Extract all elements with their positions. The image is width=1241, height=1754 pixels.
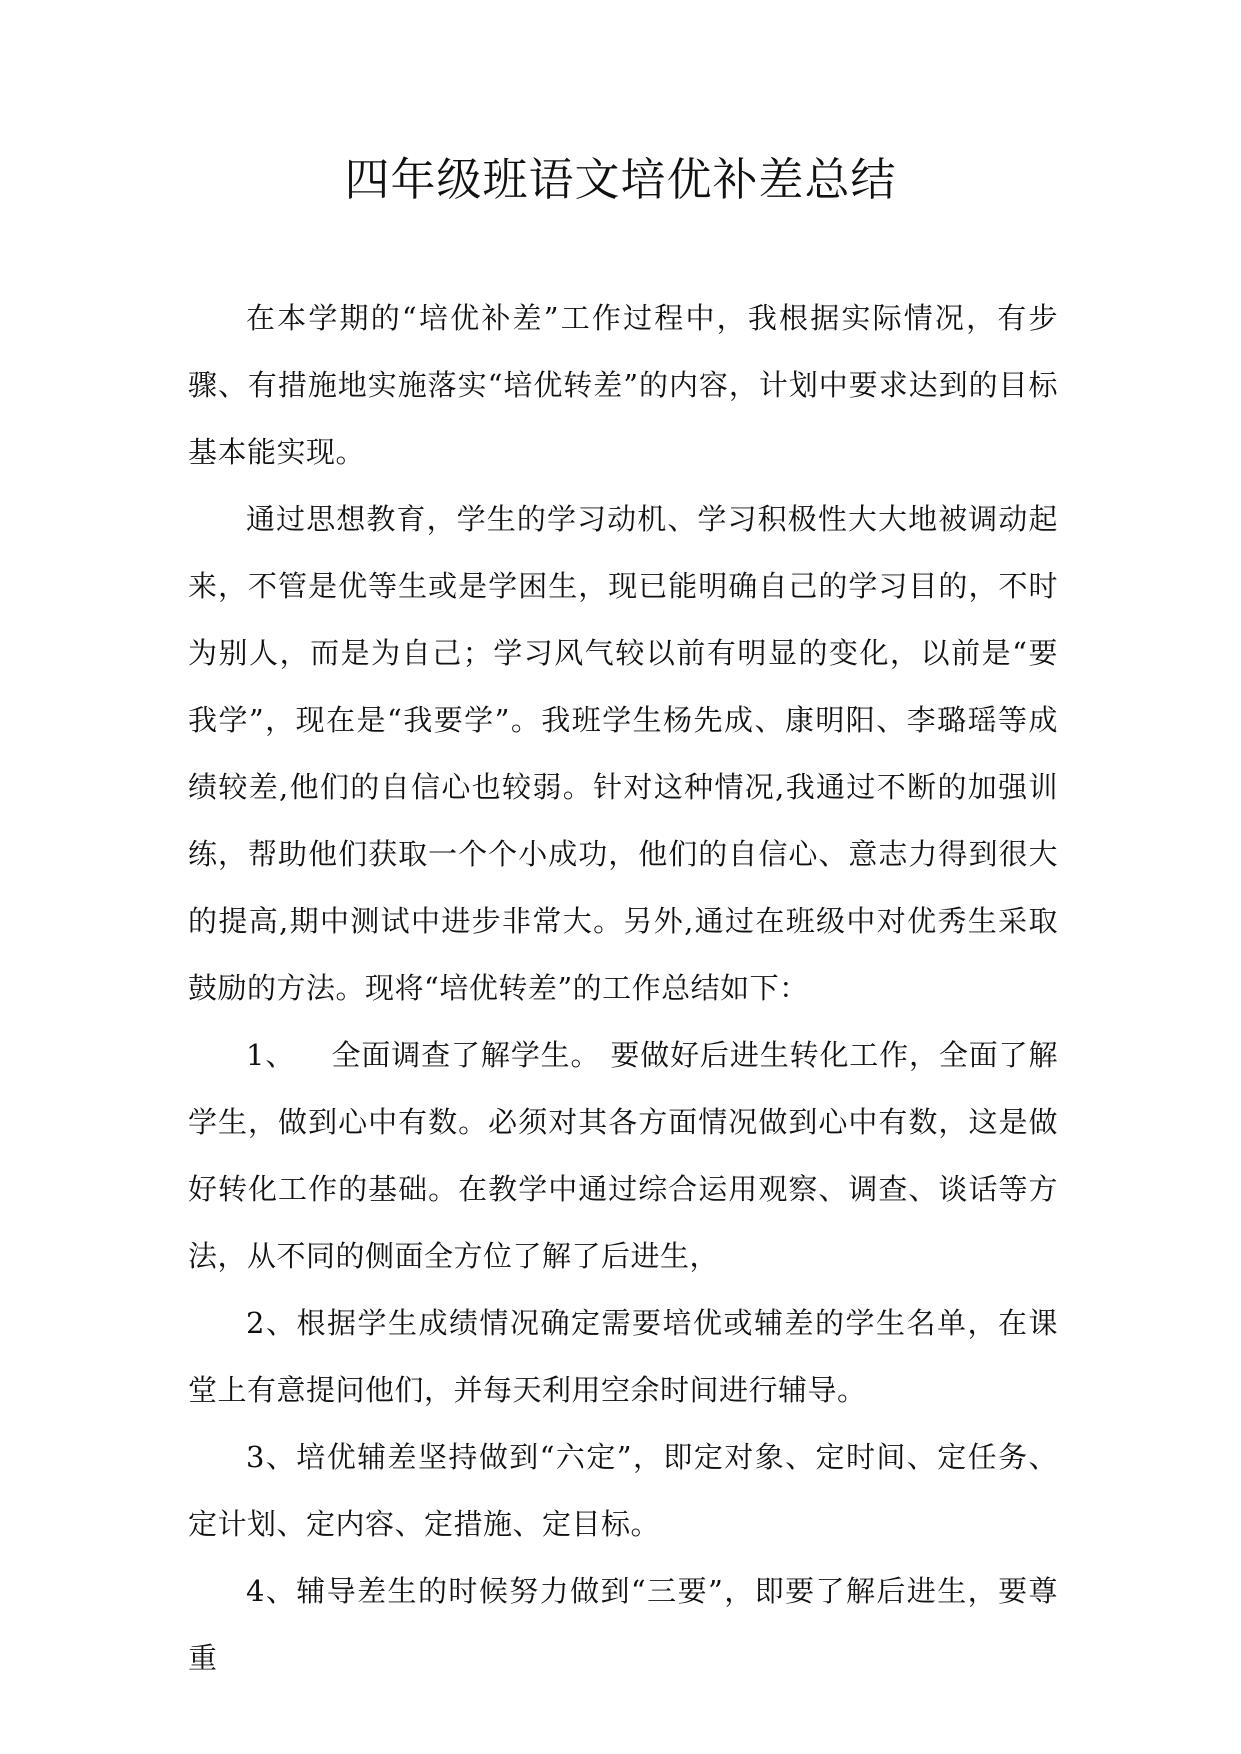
list-item-2: 2、根据学生成绩情况确定需要培优或辅差的学生名单，在课堂上有意提问他们，并每天利用空余时间进行辅导。 [188,1306,1058,1407]
list-item-1-text: 全面调查了解学生。 要做好后进生转化工作，全面了解学生，做到心中有数。必须对其各方面情况做到心中有数，这是做好转化工作的基础。在教学中通过综合运用观察、调查、谈话等方法，从不同的侧面全方位了解了后进生， [188,1038,1058,1273]
list-item-1 [188,1022,1058,1290]
paragraph-intro: 在本学期的“培优补差”工作过程中，我根据实际情况，有步骤、有措施地实施落实“培优转差”的内容，计划中要求达到的目标基本能实现。 [188,301,1058,469]
list-item-1-number: 1、 [246,1038,296,1072]
document-body [188,285,1058,1692]
paragraph-progress: 通过思想教育，学生的学习动机、学习积极性大大地被调动起来，不管是优等生或是学困生，现已能明确自己的学习目的，不时为别人，而是为自己；学习风气较以前有明显的变化，以前是“要我学”，现在是“我要学”。我班学生杨先成、康明阳、李璐瑶等成绩较差,他们的自信心也较弱。针对这种情况,我通过不断的加强训练，帮助他们获取一个个小成功，他们的自信心、意志力得到很大的提高,期中测试中进步非常大。另外,通过在班级中对优秀生采取鼓励的方法。现将“培优转差”的工作总结如下： [188,502,1058,1005]
list-item-3: 3、培优辅差坚持做到“六定”，即定对象、定时间、定任务、定计划、定内容、定措施、定目标。 [188,1440,1058,1541]
list-item-4: 4、辅导差生的时候努力做到“三要”，即要了解后进生，要尊重 [188,1574,1058,1675]
document-title: 四年级班语文培优补差总结 [344,153,897,206]
